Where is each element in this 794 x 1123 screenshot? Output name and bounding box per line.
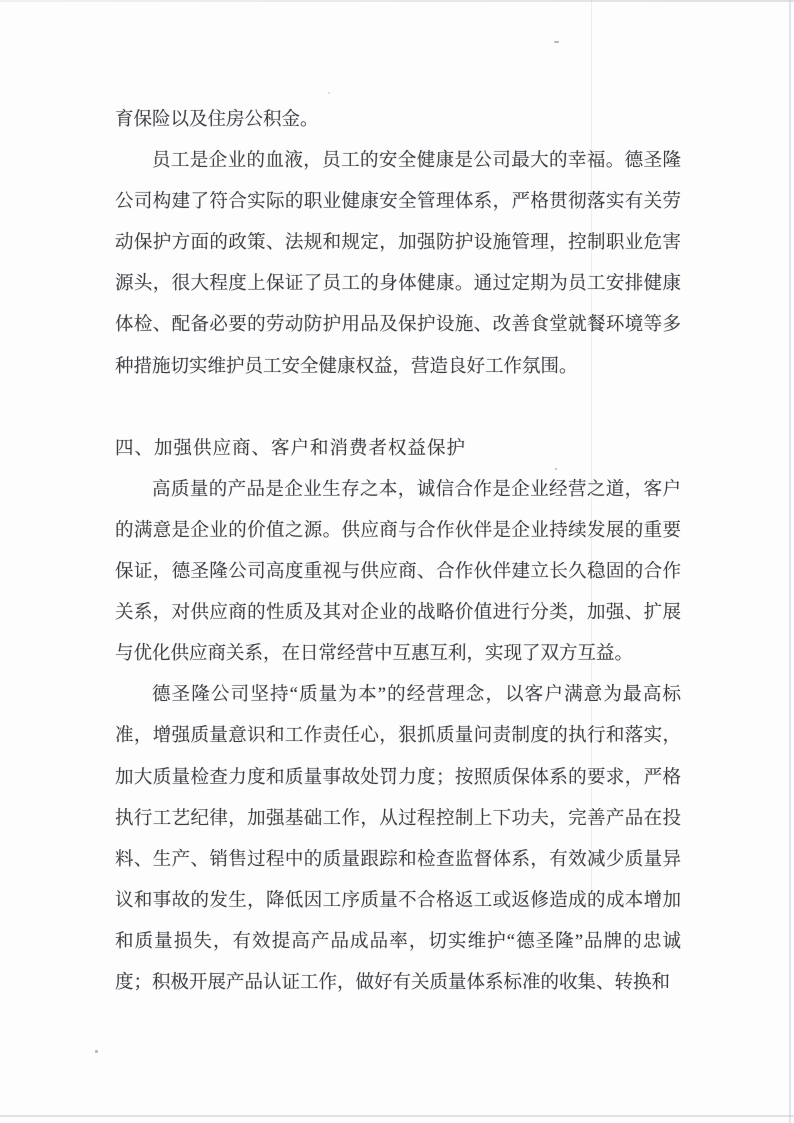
- scan-dust-speck: [328, 92, 330, 94]
- document-text-line: 员工是企业的血液，员工的安全健康是公司最大的幸福。德圣隆: [152, 151, 681, 172]
- document-text-line: 德圣隆公司坚持“质量为本”的经营理念，以客户满意为最高标: [152, 685, 681, 706]
- document-text-block: [115, 100, 681, 1004]
- scan-edge-right: [789, 0, 791, 1123]
- scan-dust-speck: [95, 1050, 98, 1053]
- document-text-line: 动保护方面的政策、法规和规定，加强防护设施管理，控制职业危害: [115, 233, 681, 254]
- document-text-line: 议和事故的发生，降低因工序质量不合格返工或返修造成的成本增加: [115, 890, 681, 911]
- document-text-line: 高质量的产品是企业生存之本，诚信合作是企业经营之道，客户: [152, 479, 681, 500]
- document-text-line: 度；积极开展产品认证工作，做好有关质量体系标准的收集、转换和: [115, 972, 671, 993]
- scan-dust-speck: [554, 41, 559, 43]
- document-text-line: 体检、配备必要的劳动防护用品及保护设施、改善食堂就餐环境等多: [115, 315, 681, 336]
- document-text-line: 执行工艺纪律，加强基础工作，从过程控制上下功夫，完善产品在投: [115, 808, 681, 829]
- document-text-line: 与优化供应商关系，在日常经营中互惠互利，实现了双方互益。: [115, 644, 634, 665]
- document-text-line: 准，增强质量意识和工作责任心，狠抓质量问责制度的执行和落实，: [115, 726, 681, 747]
- document-text-line: 公司构建了符合实际的职业健康安全管理体系，严格贯彻落实有关劳: [115, 192, 681, 213]
- scan-edge-top: [0, 0, 794, 2]
- document-text-line: 种措施切实维护员工安全健康权益，营造良好工作氛围。: [115, 356, 578, 377]
- document-text-line: 料、生产、销售过程中的质量跟踪和检查监督体系，有效减少质量异: [115, 849, 681, 870]
- document-text-line: 源头，很大程度上保证了员工的身体健康。通过定期为员工安排健康: [115, 274, 681, 295]
- paragraph-spacer: [115, 388, 681, 429]
- scan-edge-bottom: [0, 1115, 794, 1117]
- document-text-line: 加大质量检查力度和质量事故处罚力度；按照质保体系的要求，严格: [115, 767, 681, 788]
- document-text-line: 保证，德圣隆公司高度重视与供应商、合作伙伴建立长久稳固的合作: [115, 562, 681, 583]
- document-text-line: 的满意是企业的价值之源。供应商与合作伙伴是企业持续发展的重要: [115, 520, 681, 541]
- document-text-line: 育保险以及住房公积金。: [115, 110, 319, 130]
- section-heading: 四、加强供应商、客户和消费者权益保护: [115, 438, 467, 459]
- document-text-line: 关系，对供应商的性质及其对企业的战略价值进行分类，加强、扩展: [115, 603, 681, 624]
- document-text-line: 和质量损失，有效提高产品成品率，切实维护“德圣隆”品牌的忠诚: [115, 931, 681, 952]
